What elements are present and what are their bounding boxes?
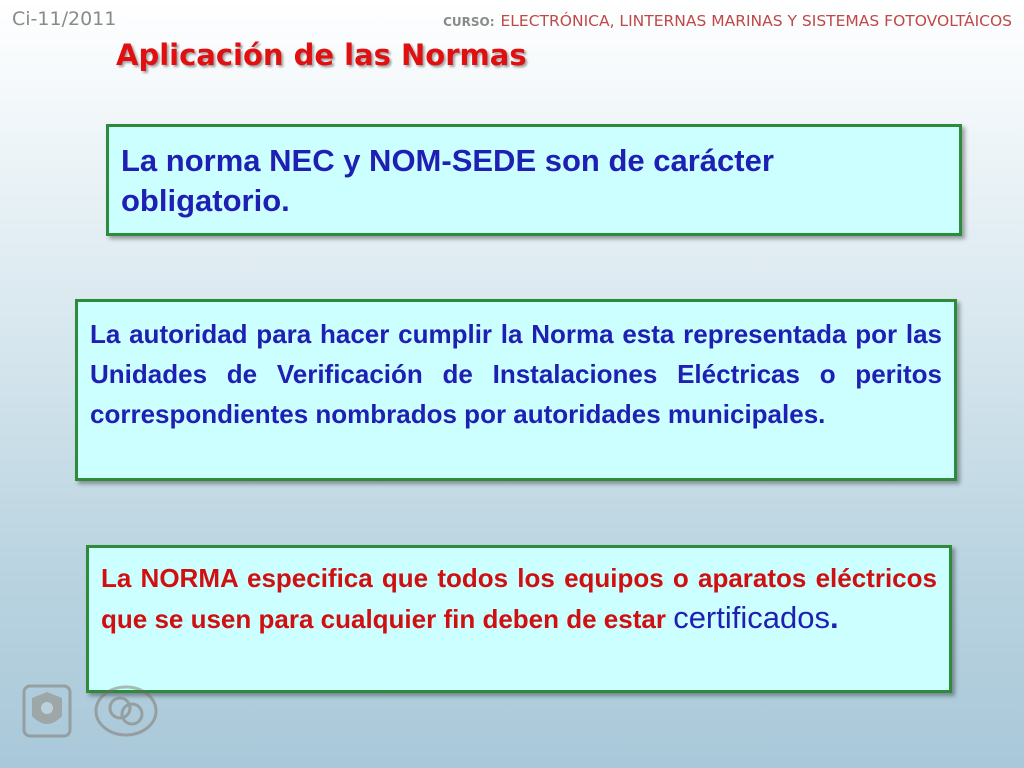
course-header (443, 12, 1012, 30)
box3-end: . (829, 600, 839, 635)
box1-text: La norma NEC y NOM-SEDE son de carácter obligatorio. (121, 143, 774, 218)
box3-text: La NORMA especifica que todos los equipos o aparatos eléctricos que se usen para cualquier fin deben de estar (101, 563, 937, 634)
text-box-certification (86, 545, 952, 693)
course-code: Ci-11/2011 (12, 8, 117, 30)
course-name: ELECTRÓNICA, LINTERNAS MARINAS Y SISTEMAS FOTOVOLTÁICOS (500, 12, 1012, 30)
certified-highlight: certificados (673, 600, 830, 635)
unam-seal-icon (18, 682, 76, 740)
text-box-authority (75, 299, 957, 481)
box2-text: La autoridad para hacer cumplir la Norma esta representada por las Unidades de Verificación de Instalaciones Eléctricas o peritos correspondientes nombrados por autoridades municipales. (90, 319, 942, 429)
slide-title: Aplicación de las Normas (116, 38, 527, 72)
course-label: CURSO: (443, 15, 495, 29)
institution-emblem-icon (90, 682, 162, 740)
text-box-mandatory (106, 124, 962, 236)
